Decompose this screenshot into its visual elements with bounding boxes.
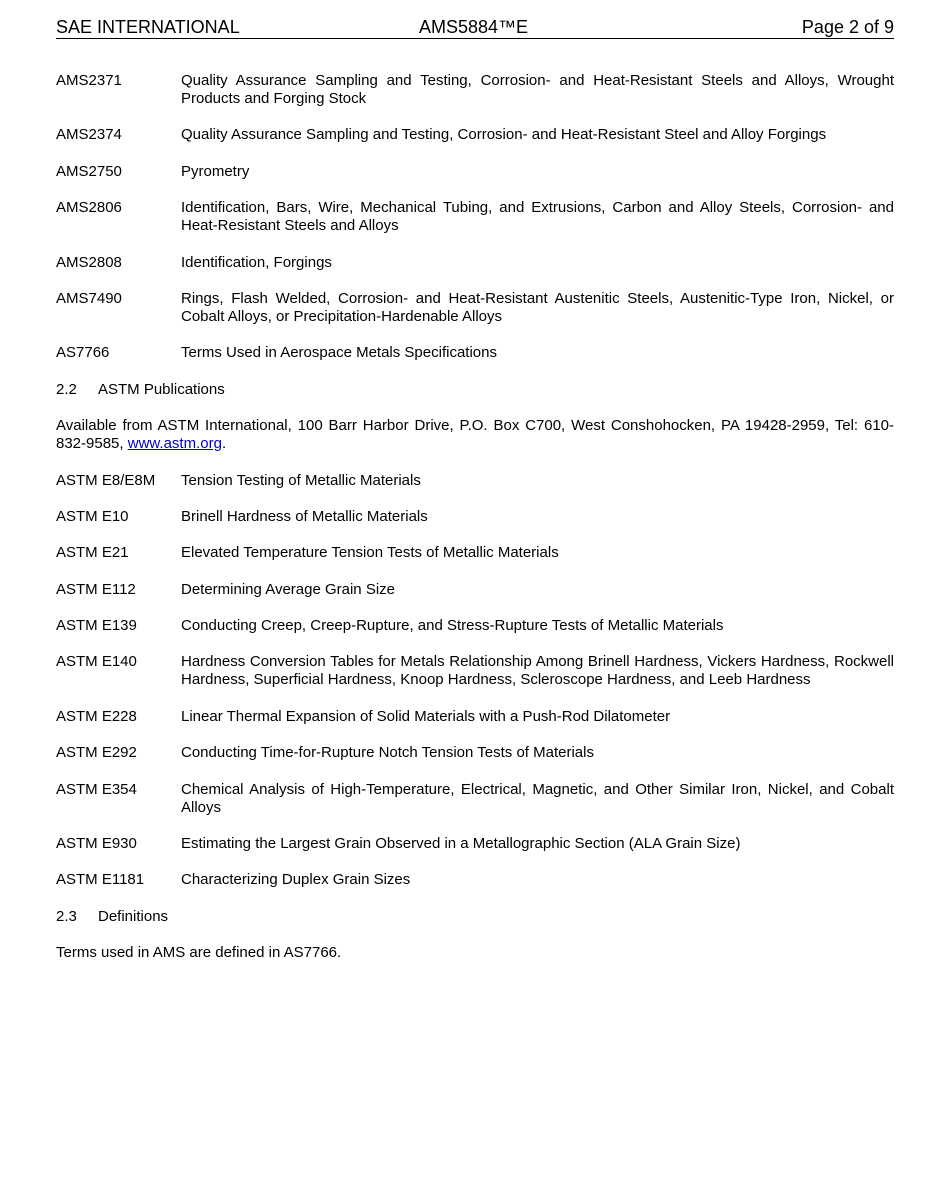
reference-code: AMS2808 xyxy=(56,253,122,271)
reference-code: ASTM E112 xyxy=(56,580,136,598)
reference-title: Brinell Hardness of Metallic Materials xyxy=(181,507,428,525)
reference-title: Tension Testing of Metallic Materials xyxy=(181,471,421,489)
reference-code: ASTM E10 xyxy=(56,507,129,525)
reference-code: ASTM E1181 xyxy=(56,871,145,889)
reference-item xyxy=(56,835,894,853)
reference-item xyxy=(56,544,894,562)
astm-reference-list xyxy=(56,472,894,890)
document-page xyxy=(56,0,894,981)
reference-title: Characterizing Duplex Grain Sizes xyxy=(181,871,411,889)
reference-item xyxy=(56,254,894,272)
reference-code: ASTM E140 xyxy=(56,653,137,671)
reference-item xyxy=(56,708,894,726)
reference-title: Chemical Analysis of High-Temperature, Electrical, Magnetic, and Other Similar Iron, Nickel, and Cobalt Alloys xyxy=(181,780,894,816)
reference-code: AMS2806 xyxy=(56,199,122,217)
reference-title: Determining Average Grain Size xyxy=(181,580,395,598)
astm-website-link[interactable]: www.astm.org xyxy=(127,435,222,453)
reference-title: Hardness Conversion Tables for Metals Relationship Among Brinell Hardness, Vickers Hardness, Rockwell Hardness, Superficial Hardness, Knoop Hardness, Scleroscope Hardness, and Leeb Hardness xyxy=(181,653,894,689)
reference-code: ASTM E21 xyxy=(56,544,129,562)
reference-code: AS7766 xyxy=(56,344,110,362)
reference-code: ASTM E8/E8M xyxy=(56,471,156,489)
reference-title: Identification, Forgings xyxy=(181,253,332,271)
reference-title: Conducting Creep, Creep-Rupture, and Stress-Rupture Tests of Metallic Materials xyxy=(181,617,724,635)
reference-title: Conducting Time-for-Rupture Notch Tension Tests of Materials xyxy=(181,744,594,762)
reference-title: Identification, Bars, Wire, Mechanical Tubing, and Extrusions, Carbon and Alloy Steels, Corrosion- and Heat-Resistant Steels and Alloys xyxy=(181,199,894,235)
reference-item xyxy=(56,617,894,635)
header-organization: SAE INTERNATIONAL xyxy=(56,17,240,37)
definitions-paragraph: Terms used in AMS are defined in AS7766. xyxy=(56,944,342,962)
reference-item xyxy=(56,163,894,181)
reference-item xyxy=(56,72,894,108)
availability-period: . xyxy=(221,435,227,453)
page-header xyxy=(56,0,894,39)
reference-title: Elevated Temperature Tension Tests of Metallic Materials xyxy=(181,544,559,562)
reference-item xyxy=(56,126,894,144)
section-title: ASTM Publications xyxy=(98,380,225,398)
section-heading-definitions xyxy=(56,908,894,926)
header-page-number: Page 2 of 9 xyxy=(801,17,894,37)
header-document-number: AMS5884™E xyxy=(419,17,529,37)
section-heading-astm xyxy=(56,381,894,399)
reference-item xyxy=(56,781,894,817)
reference-item xyxy=(56,344,894,362)
reference-code: AMS7490 xyxy=(56,289,122,307)
document-body xyxy=(56,39,894,962)
reference-item xyxy=(56,581,894,599)
reference-code: AMS2374 xyxy=(56,126,122,144)
section-number: 2.2 xyxy=(56,380,77,398)
reference-code: ASTM E139 xyxy=(56,617,137,635)
reference-title: Linear Thermal Expansion of Solid Materials with a Push-Rod Dilatometer xyxy=(181,707,671,725)
section-number: 2.3 xyxy=(56,907,77,925)
reference-item xyxy=(56,472,894,490)
reference-item xyxy=(56,290,894,326)
reference-item xyxy=(56,653,894,689)
reference-code: ASTM E228 xyxy=(56,707,137,725)
reference-code: ASTM E354 xyxy=(56,780,137,798)
reference-title: Pyrometry xyxy=(181,162,250,180)
reference-title: Terms Used in Aerospace Metals Specifications xyxy=(181,344,497,362)
reference-title: Quality Assurance Sampling and Testing, Corrosion- and Heat-Resistant Steels and Alloys, Wrought Products and Forging Stock xyxy=(181,72,894,107)
reference-code: ASTM E930 xyxy=(56,835,137,853)
availability-text: Available from ASTM International, 100 Barr Harbor Drive, P.O. Box C700, West Conshohocken, PA 19428-2959, Tel: 610-832-9585, xyxy=(56,417,894,453)
reference-code: ASTM E292 xyxy=(56,744,137,762)
reference-title: Quality Assurance Sampling and Testing, Corrosion- and Heat-Resistant Steel and Alloy Forgings xyxy=(181,126,827,144)
reference-item xyxy=(56,199,894,235)
astm-availability-paragraph xyxy=(56,417,894,453)
reference-item xyxy=(56,508,894,526)
reference-code: AMS2371 xyxy=(56,72,122,89)
reference-item xyxy=(56,871,894,889)
section-title: Definitions xyxy=(98,907,169,925)
reference-item xyxy=(56,744,894,762)
reference-code: AMS2750 xyxy=(56,162,122,180)
sae-reference-list xyxy=(56,72,894,362)
reference-title: Rings, Flash Welded, Corrosion- and Heat-Resistant Austenitic Steels, Austenitic-Type Iron, Nickel, or Cobalt Alloys, or Precipitation-Hardenable Alloys xyxy=(181,289,894,325)
reference-title: Estimating the Largest Grain Observed in a Metallographic Section (ALA Grain Size) xyxy=(181,835,741,853)
